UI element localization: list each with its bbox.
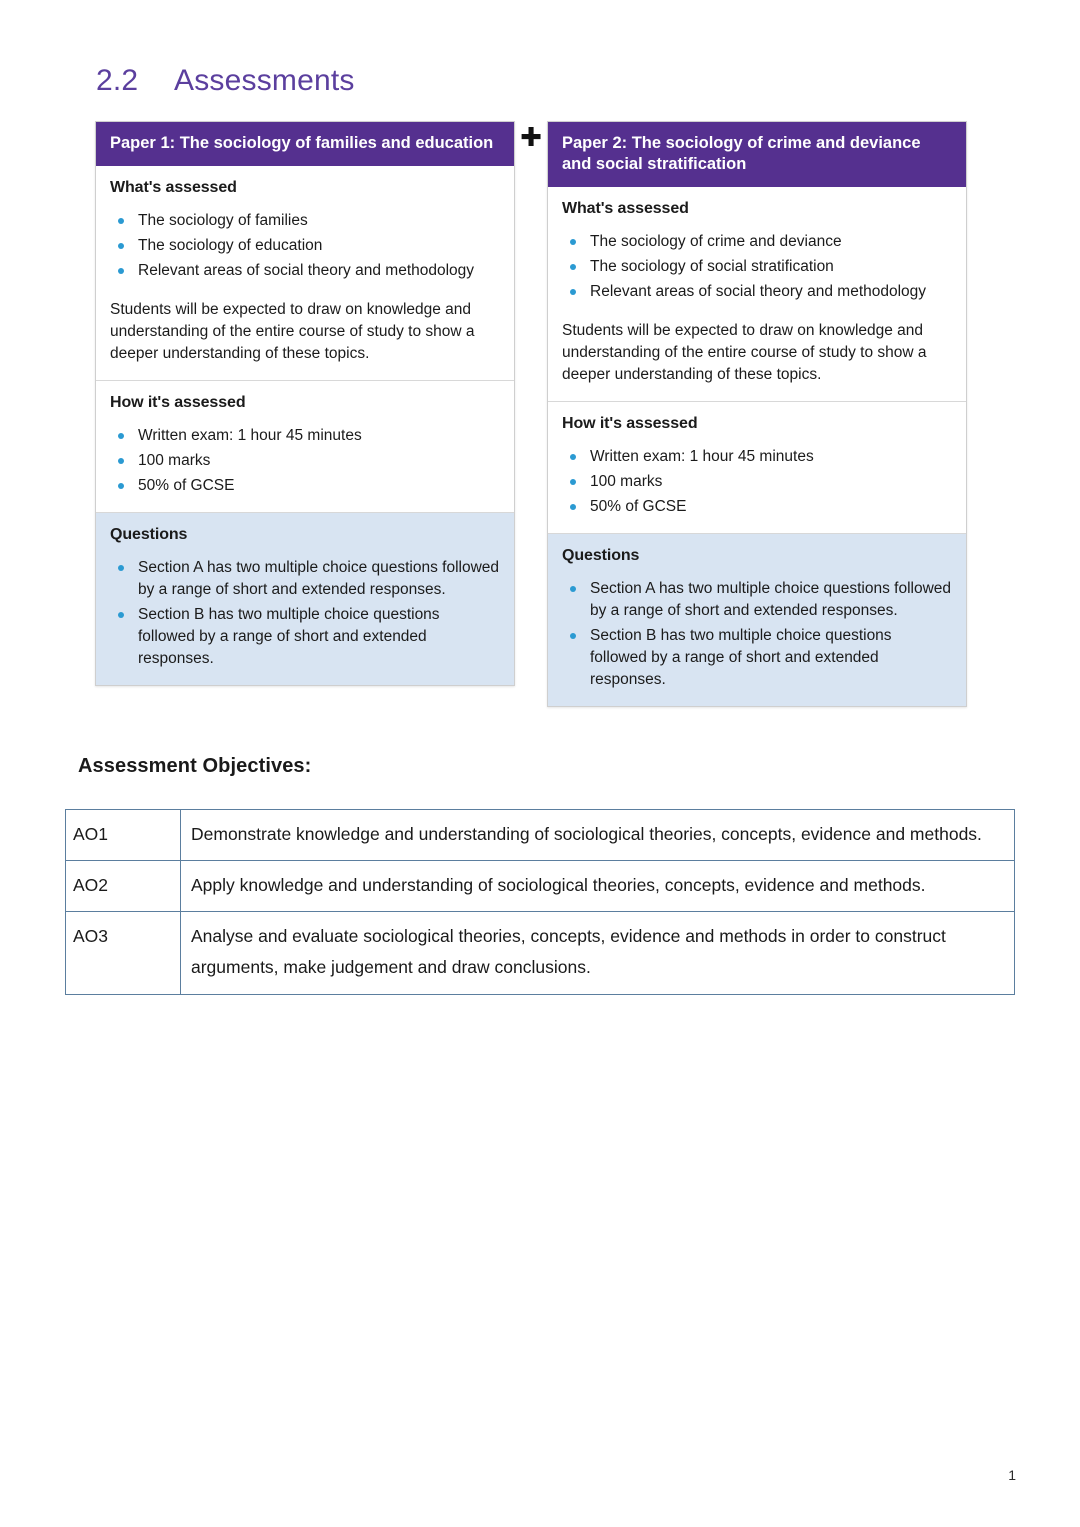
list-item: Section A has two multiple choice questions followed by a range of short and extended responses. [110,557,500,601]
list-item: Section A has two multiple choice questions followed by a range of short and extended responses. [562,578,952,622]
bullet-list [110,557,500,670]
paper-2-note: Students will be expected to draw on knowledge and understanding of the entire course of study to show a deeper understanding of these topics. [562,322,927,384]
table-row [66,912,1015,994]
block-title: Questions [110,526,188,544]
page-title [96,64,355,98]
block-title: Questions [562,547,640,565]
bullet-list [110,425,500,497]
ao-description: Apply knowledge and understanding of sociological theories, concepts, evidence and methods. [181,861,1015,912]
page-number: 1 [1008,1467,1016,1483]
bullet-list [110,210,500,282]
plus-icon: ✚ [520,123,542,153]
list-item: Section B has two multiple choice questions followed by a range of short and extended responses. [562,625,952,691]
ao-code: AO3 [66,912,181,994]
paper-1-panel [95,121,515,686]
list-item: 100 marks [110,450,500,472]
plus-separator [515,121,547,151]
block-title: What's assessed [110,179,237,197]
paper-2-whats-assessed [548,187,966,402]
paper-1-note: Students will be expected to draw on knowledge and understanding of the entire course of study to show a deeper understanding of these topics. [110,301,475,363]
list-item: Section B has two multiple choice questions followed by a range of short and extended responses. [110,604,500,670]
list-item: The sociology of families [110,210,500,232]
paper-1-questions [96,513,514,685]
paper-1-whats-assessed [96,166,514,381]
list-item: 50% of GCSE [110,475,500,497]
paper-1-header: Paper 1: The sociology of families and education [96,122,514,166]
table-row [66,861,1015,912]
bullet-list [562,446,952,518]
block-title: What's assessed [562,200,689,218]
block-title: How it's assessed [110,394,246,412]
ao-code: AO2 [66,861,181,912]
list-item: The sociology of social stratification [562,256,952,278]
ao-description: Analyse and evaluate sociological theories, concepts, evidence and methods in order to construct arguments, make judgement and draw conclusions. [181,912,1015,994]
section-number: 2.2 [96,64,139,97]
assessment-papers-container [95,121,967,707]
paper-2-questions [548,534,966,706]
list-item: Written exam: 1 hour 45 minutes [110,425,500,447]
list-item: Written exam: 1 hour 45 minutes [562,446,952,468]
list-item: 50% of GCSE [562,496,952,518]
assessment-objectives-table [65,809,1015,995]
list-item: Relevant areas of social theory and methodology [110,260,500,282]
bullet-list [562,578,952,691]
assessment-objectives-heading: Assessment Objectives: [78,755,312,777]
ao-code: AO1 [66,810,181,861]
paper-1-how-assessed [96,381,514,513]
list-item: 100 marks [562,471,952,493]
section-title: Assessments [174,64,355,97]
paper-2-panel [547,121,967,707]
paper-2-how-assessed [548,402,966,534]
ao-description: Demonstrate knowledge and understanding of sociological theories, concepts, evidence and methods. [181,810,1015,861]
block-title: How it's assessed [562,415,698,433]
table-row [66,810,1015,861]
list-item: The sociology of crime and deviance [562,231,952,253]
paper-2-header: Paper 2: The sociology of crime and deviance and social stratification [548,122,966,187]
list-item: The sociology of education [110,235,500,257]
list-item: Relevant areas of social theory and methodology [562,281,952,303]
bullet-list [562,231,952,303]
